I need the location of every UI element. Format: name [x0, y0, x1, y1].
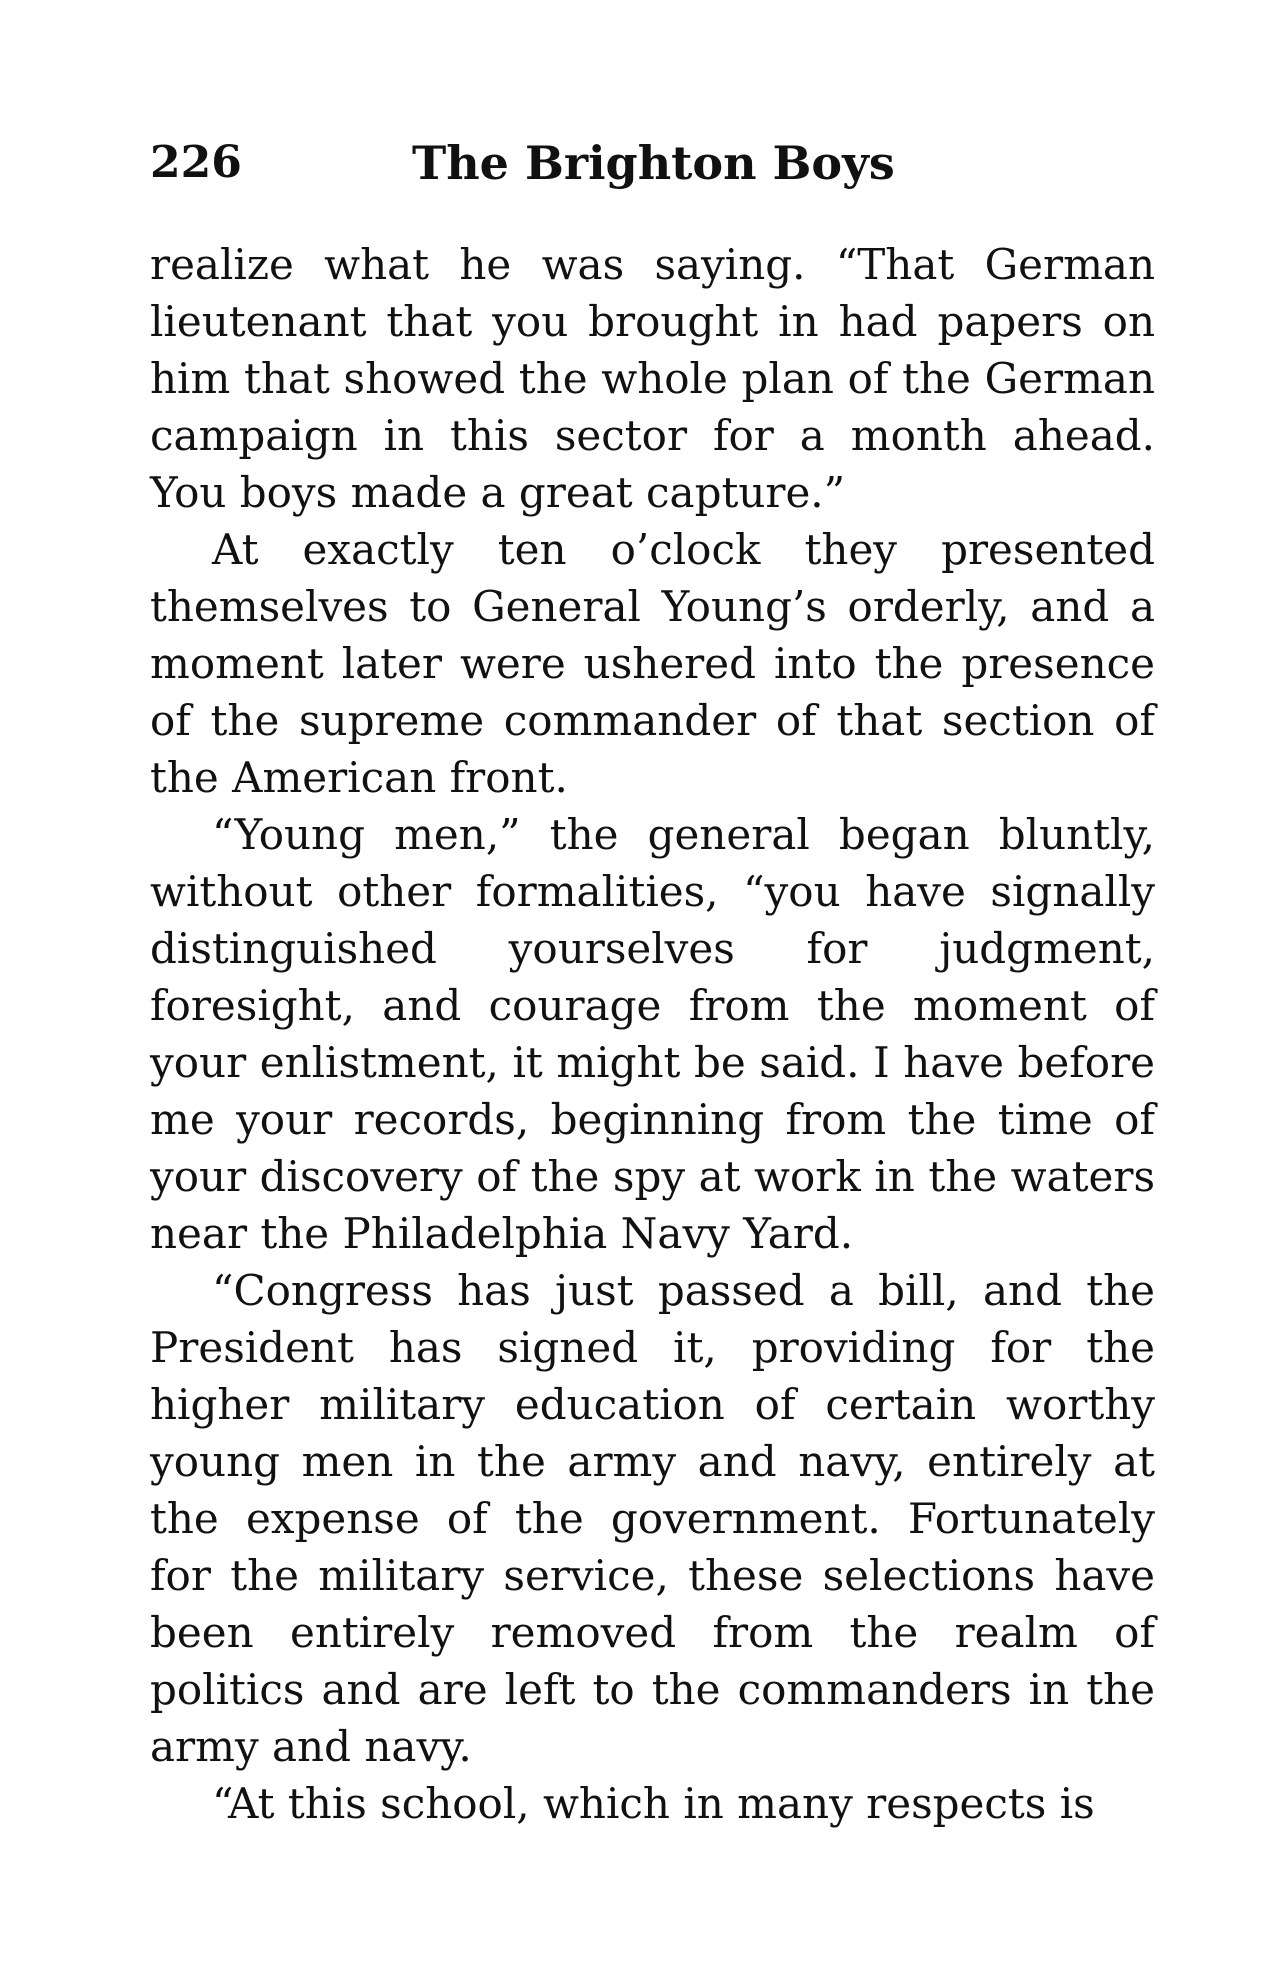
paragraph: realize what he was saying. “That German lieutenant that you brought in had papers on him that showed the whole plan of the German campaign in this sector for a month ahead. You boys made a great capture.” — [150, 240, 1155, 517]
body-text — [150, 236, 1155, 1832]
paragraph: “Congress has just passed a bill, and the President has signed it, providing for the higher military education of certain worthy young men in the army and navy, entirely at the expense of the government. Fortunately for the military service, these selections have been entirely removed from the realm of politics and are left to the commanders in the army and navy. — [150, 1266, 1155, 1771]
running-head: The Brighton Boys — [412, 136, 895, 190]
paragraph: “Young men,” the general began bluntly, without other formalities, “you have signally distinguished yourselves for judgment, foresight, and courage from the moment of your enlistment, it might be said. I have before me your records, beginning from the time of your discovery of the spy at work in the waters near the Philadelphia Navy Yard. — [150, 810, 1155, 1258]
page-header — [150, 128, 1150, 198]
paragraph: “At this school, which in many respects is — [212, 1779, 1095, 1828]
paragraph: At exactly ten o’clock they presented themselves to General Young’s orderly, and a moment later were ushered into the presence of the supreme commander of that section of the American front. — [150, 525, 1155, 802]
page-number: 226 — [150, 137, 242, 188]
